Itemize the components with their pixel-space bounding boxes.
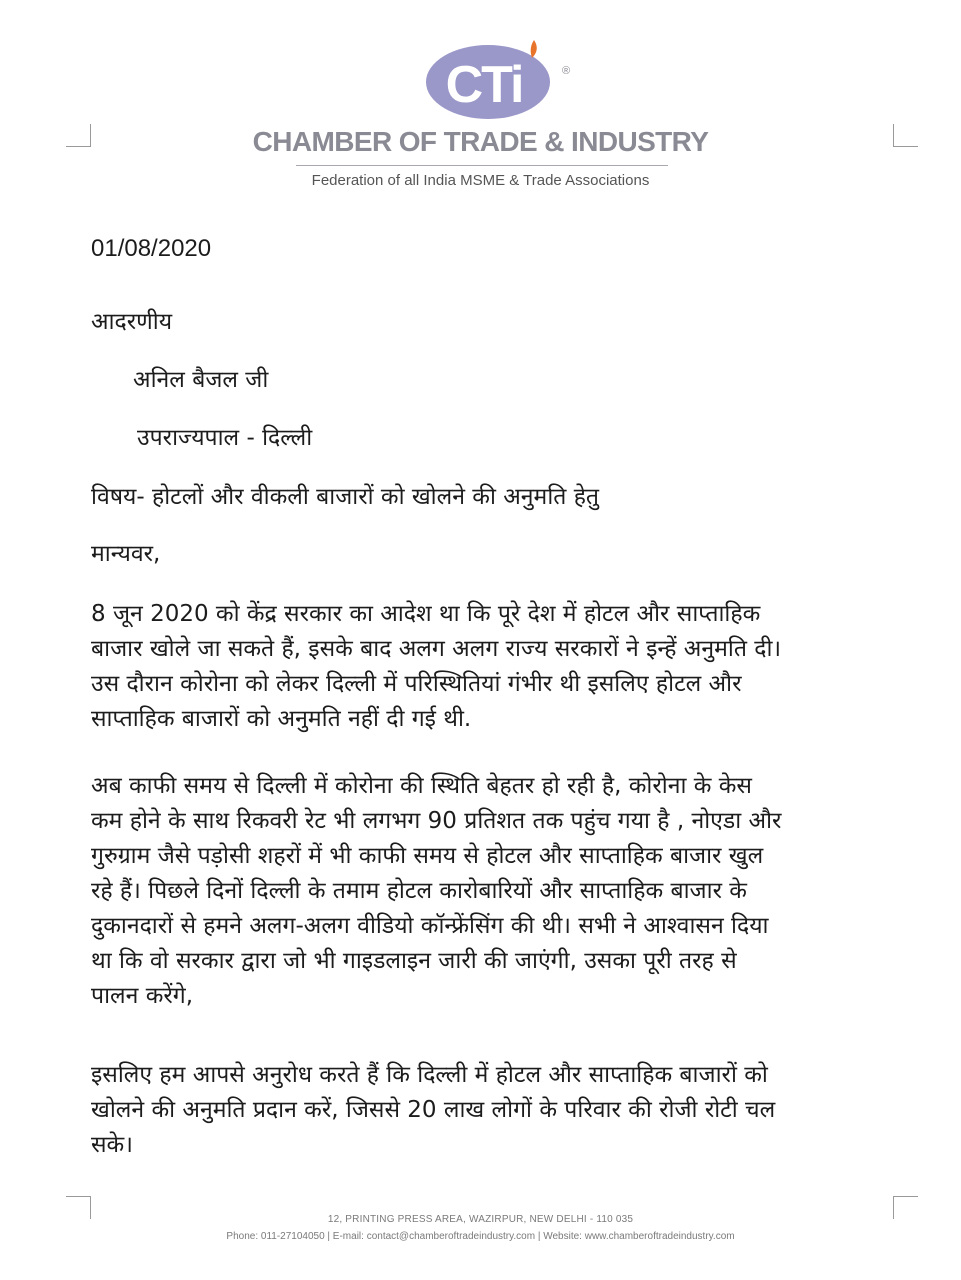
body-paragraph-1 <box>91 597 901 737</box>
recipient-title: उपराज्यपाल - दिल्ली <box>137 425 313 451</box>
footer-address: 12, PRINTING PRESS AREA, WAZIRPUR, NEW DELHI - 110 035 <box>327 1214 634 1225</box>
paragraph-line: उस दौरान कोरोना को लेकर दिल्ली में परिस्थितियां गंभीर थी इसलिए होटल और <box>91 671 742 697</box>
paragraph-line: बाजार खोले जा सकते हैं, इसके बाद अलग अलग राज्य सरकारों ने इन्हें अनुमति दी। <box>91 636 782 662</box>
paragraph-line: सके। <box>91 1132 133 1158</box>
body-paragraph-2 <box>91 769 901 1014</box>
paragraph-line: पालन करेंगे, <box>91 983 194 1009</box>
registered-mark: ® <box>561 65 571 77</box>
paragraph-line: रहे हैं। पिछले दिनों दिल्ली के तमाम होटल कारोबारियों और साप्ताहिक बाजार के <box>91 878 747 904</box>
paragraph-line: 8 जून 2020 को केंद्र सरकार का आदेश था कि पूरे देश में होटल और साप्ताहिक <box>91 601 761 627</box>
logo-text: CTi <box>445 56 523 114</box>
letter-date: 01/08/2020 <box>91 235 212 262</box>
letterhead-divider <box>296 165 668 166</box>
paragraph-line: साप्ताहिक बाजारों को अनुमति नहीं दी गई थी. <box>91 706 472 732</box>
greeting: मान्यवर, <box>91 541 161 567</box>
organization-tagline: Federation of all India MSME & Trade Associations <box>311 172 650 189</box>
salutation: आदरणीय <box>91 309 173 335</box>
cti-logo <box>426 36 574 120</box>
organization-name: CHAMBER OF TRADE & INDUSTRY <box>252 126 709 157</box>
recipient-name: अनिल बैजल जी <box>133 367 269 393</box>
paragraph-line: था कि वो सरकार द्वारा जो भी गाइडलाइन जारी की जाएंगी, उसका पूरी तरह से <box>91 948 737 974</box>
flame-icon <box>531 40 537 58</box>
body-paragraph-3 <box>91 1058 901 1163</box>
paragraph-line: गुरुग्राम जैसे पड़ोसी शहरों में भी काफी समय से होटल और साप्ताहिक बाजार खुल <box>91 843 764 869</box>
paragraph-line: अब काफी समय से दिल्ली में कोरोना की स्थिति बेहतर हो रही है, कोरोना के केस <box>91 773 752 799</box>
footer-contact: Phone: 011-27104050 | E-mail: contact@chamberoftradeindustry.com | Website: www.chamberoftradeindustry.com <box>226 1231 735 1242</box>
cti-logo-graphic <box>426 36 574 120</box>
paragraph-line: दुकानदारों से हमने अलग-अलग वीडियो कॉन्फ्रेंसिंग की थी। सभी ने आश्वासन दिया <box>91 913 769 939</box>
paragraph-line: इसलिए हम आपसे अनुरोध करते हैं कि दिल्ली में होटल और साप्ताहिक बाजारों को <box>91 1062 768 1088</box>
paragraph-line: खोलने की अनुमति प्रदान करें, जिससे 20 लाख लोगों के परिवार की रोजी रोटी चल <box>91 1097 776 1123</box>
paragraph-line: कम होने के साथ रिकवरी रेट भी लगभग 90 प्रतिशत तक पहुंच गया है , नोएडा और <box>91 808 782 834</box>
subject-line: विषय- होटलों और वीकली बाजारों को खोलने की अनुमति हेतु <box>91 484 600 510</box>
